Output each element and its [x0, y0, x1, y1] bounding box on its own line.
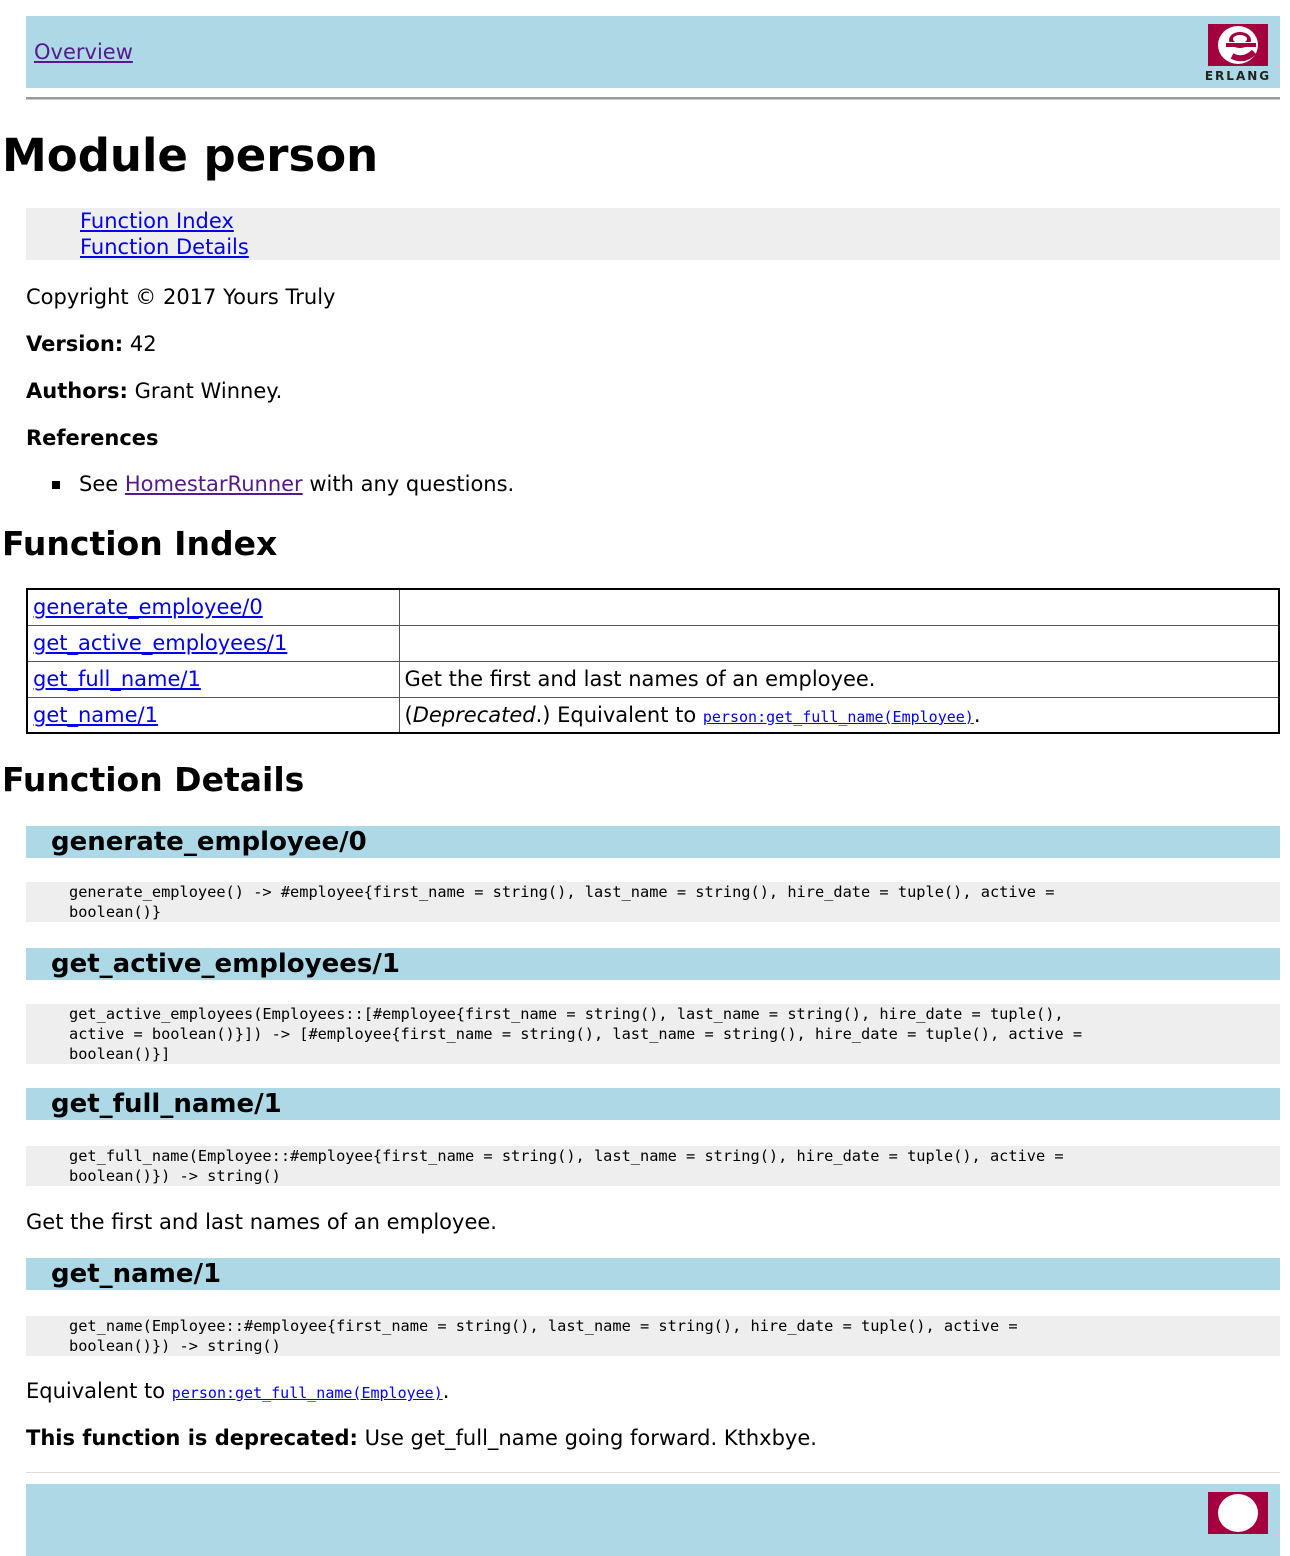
- fn-spec-get-name: get_name(Employee::#employee{first_name = string(), last_name = string(), hire_date = tuple(), active = boolean()}) -> string(): [26, 1316, 1280, 1356]
- erlang-logo-icon: [1204, 22, 1272, 68]
- bottom-divider: [26, 1472, 1280, 1474]
- equiv-link[interactable]: person:get_full_name(Employee): [171, 1384, 443, 1402]
- fn-desc: [399, 697, 1279, 733]
- equiv-link[interactable]: person:get_full_name(Employee): [702, 707, 974, 726]
- function-details-link[interactable]: Function Details: [80, 235, 249, 259]
- page-title: Module person: [2, 129, 379, 182]
- fn-link-get-full-name[interactable]: get_full_name/1: [33, 667, 201, 691]
- function-index-heading: Function Index: [2, 524, 278, 563]
- bullet-icon: [52, 481, 60, 489]
- table-row: [27, 661, 1279, 697]
- fn-link-get-name[interactable]: get_name/1: [33, 702, 158, 727]
- version-value: 42: [129, 332, 157, 356]
- erlang-logo-icon: [1204, 1490, 1272, 1536]
- fn-spec-get-active-employees: get_active_employees(Employees::[#employee{first_name = string(), last_name = string(), hire_date = tuple(), active = boolean()}]) -> [#employee{first_name = string(), last_name = string(), hire_date = tuple(), active = boolean()}]: [26, 1004, 1280, 1064]
- fn-header-get-full-name: [26, 1088, 1280, 1120]
- homestarrunner-link[interactable]: HomestarRunner: [124, 472, 303, 496]
- erlang-logo-bottom: [1204, 1490, 1272, 1552]
- fn-header-title: generate_employee/0: [51, 827, 367, 857]
- function-details-heading: Function Details: [2, 760, 305, 799]
- fn-header-get-active-employees: [26, 948, 1280, 980]
- deprecated-label: Deprecated: [412, 702, 536, 727]
- bottom-navbar: [26, 1484, 1280, 1556]
- desc-open: (: [404, 702, 413, 727]
- version-line: [26, 331, 157, 357]
- module-index-box: [26, 208, 1280, 260]
- fn-header-get-name: [26, 1258, 1280, 1290]
- deprecated-label: This function is deprecated:: [26, 1426, 358, 1450]
- top-navbar: [26, 16, 1280, 88]
- table-row: [27, 625, 1279, 661]
- erlang-logo: [1204, 22, 1272, 84]
- fn-header-title: get_name/1: [51, 1259, 222, 1289]
- desc-mid: .) Equivalent to: [535, 702, 697, 727]
- authors-line: [26, 378, 282, 404]
- authors-value: Grant Winney.: [134, 379, 283, 403]
- fn-link-generate-employee[interactable]: generate_employee/0: [33, 595, 263, 620]
- references-heading: [26, 425, 159, 451]
- overview-link[interactable]: Overview: [34, 40, 133, 64]
- erlang-logo-text: ERLANG: [1204, 69, 1272, 83]
- copyright-text: Copyright © 2017 Yours Truly: [26, 285, 336, 309]
- function-index-table: [26, 588, 1280, 734]
- fn-header-title: get_full_name/1: [51, 1089, 282, 1119]
- fn-desc: [399, 625, 1279, 661]
- top-divider: [26, 97, 1280, 100]
- function-index-link[interactable]: Function Index: [80, 209, 234, 233]
- reference-prefix: See: [79, 472, 119, 496]
- fn-spec-get-full-name: get_full_name(Employee::#employee{first_name = string(), last_name = string(), hire_date = tuple(), active = boolean()}) -> string(): [26, 1146, 1280, 1186]
- desc-end: .: [973, 702, 981, 727]
- fn-desc-get-full-name: Get the first and last names of an employee.: [26, 1210, 497, 1234]
- deprecation-note: [26, 1425, 817, 1451]
- references-label: References: [26, 426, 159, 450]
- equiv-prefix: Equivalent to: [26, 1379, 166, 1403]
- table-row: [27, 697, 1279, 733]
- fn-equiv-get-name: [26, 1378, 449, 1406]
- authors-label: Authors:: [26, 379, 128, 403]
- fn-link-get-active-employees[interactable]: get_active_employees/1: [33, 631, 288, 655]
- fn-spec-generate-employee: generate_employee() -> #employee{first_name = string(), last_name = string(), hire_date = tuple(), active = boolean()}: [26, 882, 1280, 922]
- equiv-end: .: [442, 1379, 450, 1403]
- fn-header-title: get_active_employees/1: [51, 949, 400, 979]
- fn-desc: Get the first and last names of an employee.: [399, 661, 1279, 697]
- fn-desc: [399, 589, 1279, 625]
- deprecated-text: Use get_full_name going forward. Kthxbye.: [364, 1426, 817, 1450]
- reference-suffix: with any questions.: [309, 472, 515, 496]
- fn-header-generate-employee: [26, 826, 1280, 858]
- version-label: Version:: [26, 332, 124, 356]
- table-row: [27, 589, 1279, 625]
